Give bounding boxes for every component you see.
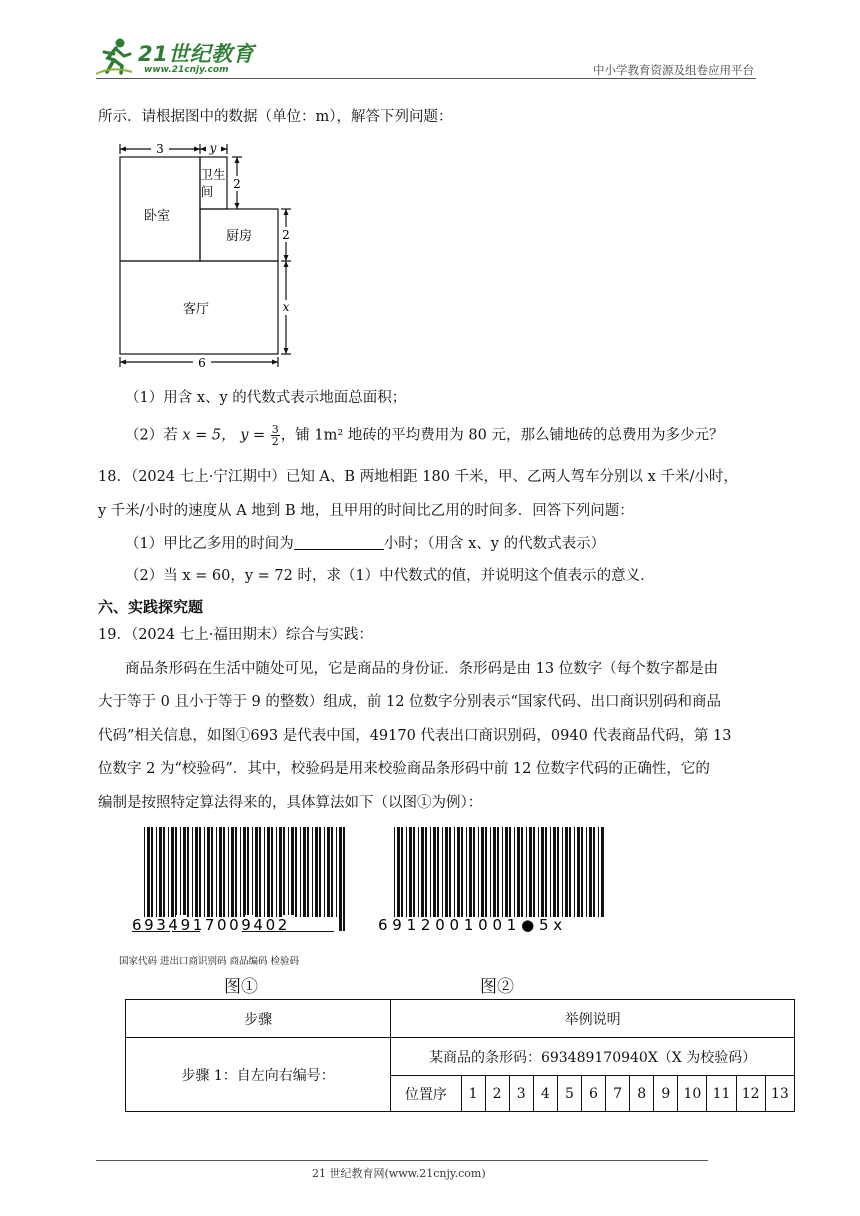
figure-1-label: 图① (224, 977, 258, 997)
table-position-cell: 2 (485, 1076, 509, 1112)
barcode-1-digits: 6934917009402 (132, 916, 290, 932)
q19-para-4: 位数字 2 为“校验码”．其中，校验码是用来校验商品条形码中前 12 位数字代码的正确性，它的 (98, 761, 710, 777)
room-bathroom-line1: 卫生 (200, 167, 226, 182)
barcode-bar (339, 827, 342, 931)
barcode-bar (569, 827, 571, 931)
table-position-cell: 6 (581, 1076, 605, 1112)
q18-part1 (125, 534, 605, 554)
q17-part2-y: y = (240, 427, 266, 444)
table-position-cell: 8 (630, 1076, 654, 1112)
table-step1-example: 某商品的条形码：693489170940X（X 为校验码） (391, 1038, 795, 1076)
table-step1: 步骤 1：自左向右编号： (126, 1038, 391, 1112)
table-position-cell: 1 (461, 1076, 485, 1112)
q17-fraction (271, 424, 280, 447)
barcode-bar (581, 827, 583, 931)
room-living: 客厅 (182, 302, 210, 317)
q17-part2 (125, 424, 723, 447)
answer-blank[interactable] (294, 534, 384, 550)
fraction-denominator: 2 (271, 435, 279, 448)
barcode-bar (593, 827, 595, 931)
barcode-bar (336, 827, 337, 931)
table-position-cell: 3 (509, 1076, 533, 1112)
barcode-bar (589, 827, 592, 931)
q17-part2-suffix: ，铺 1m² 地砖的平均费用为 80 元，那么铺地砖的总费用为多少元？ (280, 427, 724, 444)
q18-part1-prefix: （1）甲比乙多用的时间为 (125, 536, 294, 552)
header-divider (96, 78, 756, 79)
dim-label-6: 6 (198, 356, 206, 370)
room-bedroom: 卧室 (143, 209, 171, 224)
table-header-example: 举例说明 (391, 1000, 795, 1038)
dim-label-2-kitchen: 2 (282, 228, 290, 242)
footer-text: 21 世纪教育网(www.21cnjy.com) (312, 1167, 486, 1180)
table-header-step: 步骤 (126, 1000, 391, 1038)
barcode-bar (598, 827, 599, 931)
table-position-cell: 12 (736, 1076, 765, 1112)
room-kitchen: 厨房 (225, 229, 253, 244)
barcode-bar (601, 827, 604, 931)
table-position-cell: 11 (707, 1076, 736, 1112)
q19-para-2: 大于等于 0 且小于等于 9 的整数）组成，前 12 位数字分别表示“国家代码、出口商识别码和商品 (98, 694, 721, 710)
dim-label-y: y (209, 141, 217, 155)
footer-divider (96, 1160, 708, 1161)
table-position-label: 位置序 (391, 1076, 461, 1112)
floor-plan-figure (115, 136, 305, 371)
table-position-cell: 13 (765, 1076, 794, 1112)
barcode-bar (586, 827, 587, 931)
intro-line: 所示．请根据图中的数据（单位：m），解答下列问题： (98, 109, 453, 125)
dim-label-2-bathroom: 2 (233, 177, 241, 191)
q18-part2: （2）当 x = 60，y = 72 时，求（1）中代数式的值，并说明这个值表示的意义． (125, 568, 655, 584)
barcode-bar (331, 827, 333, 931)
barcode-bar (303, 827, 306, 931)
q18-line2: y 千米/小时的速度从 A 地到 B 地，且甲用的时间比乙用的时间多．回答下列问题： (98, 503, 634, 519)
table-position-cell: 7 (606, 1076, 630, 1112)
barcode-bar (327, 827, 330, 931)
q17-part2-prefix: （2）若 (125, 427, 178, 444)
steps-table (125, 999, 795, 1112)
section-title: 六、实践探究题 (98, 598, 204, 616)
logo-title: 21世纪教育 (138, 42, 255, 66)
barcode-bar (307, 827, 309, 931)
room-bathroom-line2: 间 (200, 184, 214, 199)
barcode-bar (312, 827, 313, 931)
q18-line1: 18．（2024 七上·宁江期中）已知 A、B 两地相距 180 千米，甲、乙两人驾车分别以 x 千米/小时， (98, 469, 738, 485)
figure-2-label: 图② (480, 977, 514, 997)
barcode-2-digits: 6 9 1 2 0 0 1 0 0 1 ● 5 x (378, 916, 563, 932)
barcode-1-caption: 国家代码 进出口商识别码 商品编码 检验码 (119, 956, 300, 967)
q17-part2-x: x = 5， (182, 427, 236, 444)
table-position-cell: 9 (654, 1076, 678, 1112)
logo-url: www.21cnjy.com (144, 65, 229, 75)
barcode-bar (319, 827, 321, 931)
q19-para-5: 编制是按照特定算法得来的，具体算法如下（以图①为例）： (98, 795, 483, 811)
q19-line1: 19．（2024 七上·福田期末）综合与实践： (98, 627, 373, 643)
barcode-bar (574, 827, 575, 931)
q19-para-3: 代码”相关信息，如图①693 是代表中国，49170 代表出口商识别码，0940 代表商品代码，第 13 (98, 728, 732, 744)
q18-part1-suffix: 小时；（用含 x、y 的代数式表示） (383, 536, 606, 552)
barcode-bar (343, 827, 345, 931)
barcode-bar (315, 827, 318, 931)
barcode-figure-2 (378, 827, 608, 932)
barcode-bar (565, 827, 568, 931)
runner-logo-icon (94, 36, 134, 76)
header-logo (94, 36, 264, 80)
table-position-cell: 10 (678, 1076, 707, 1112)
q17-part1: （1）用含 x、y 的代数式表示地面总面积； (125, 390, 407, 406)
barcode-bar (295, 827, 297, 931)
barcode-bar (300, 827, 301, 931)
fraction-numerator: 3 (271, 423, 279, 436)
barcode-figure-1 (132, 827, 352, 932)
q19-para-1: 商品条形码在生活中随处可见，它是商品的身份证．条形码是由 13 位数字（每个数字都是由 (125, 661, 719, 677)
barcode-bar (324, 827, 325, 931)
barcode-bar (577, 827, 580, 931)
header-platform-text: 中小学教育资源及组卷应用平台 (593, 63, 754, 77)
table-position-cell: 5 (557, 1076, 581, 1112)
dim-label-3: 3 (156, 142, 164, 156)
table-position-cell: 4 (533, 1076, 557, 1112)
dim-label-x: x (282, 300, 290, 314)
